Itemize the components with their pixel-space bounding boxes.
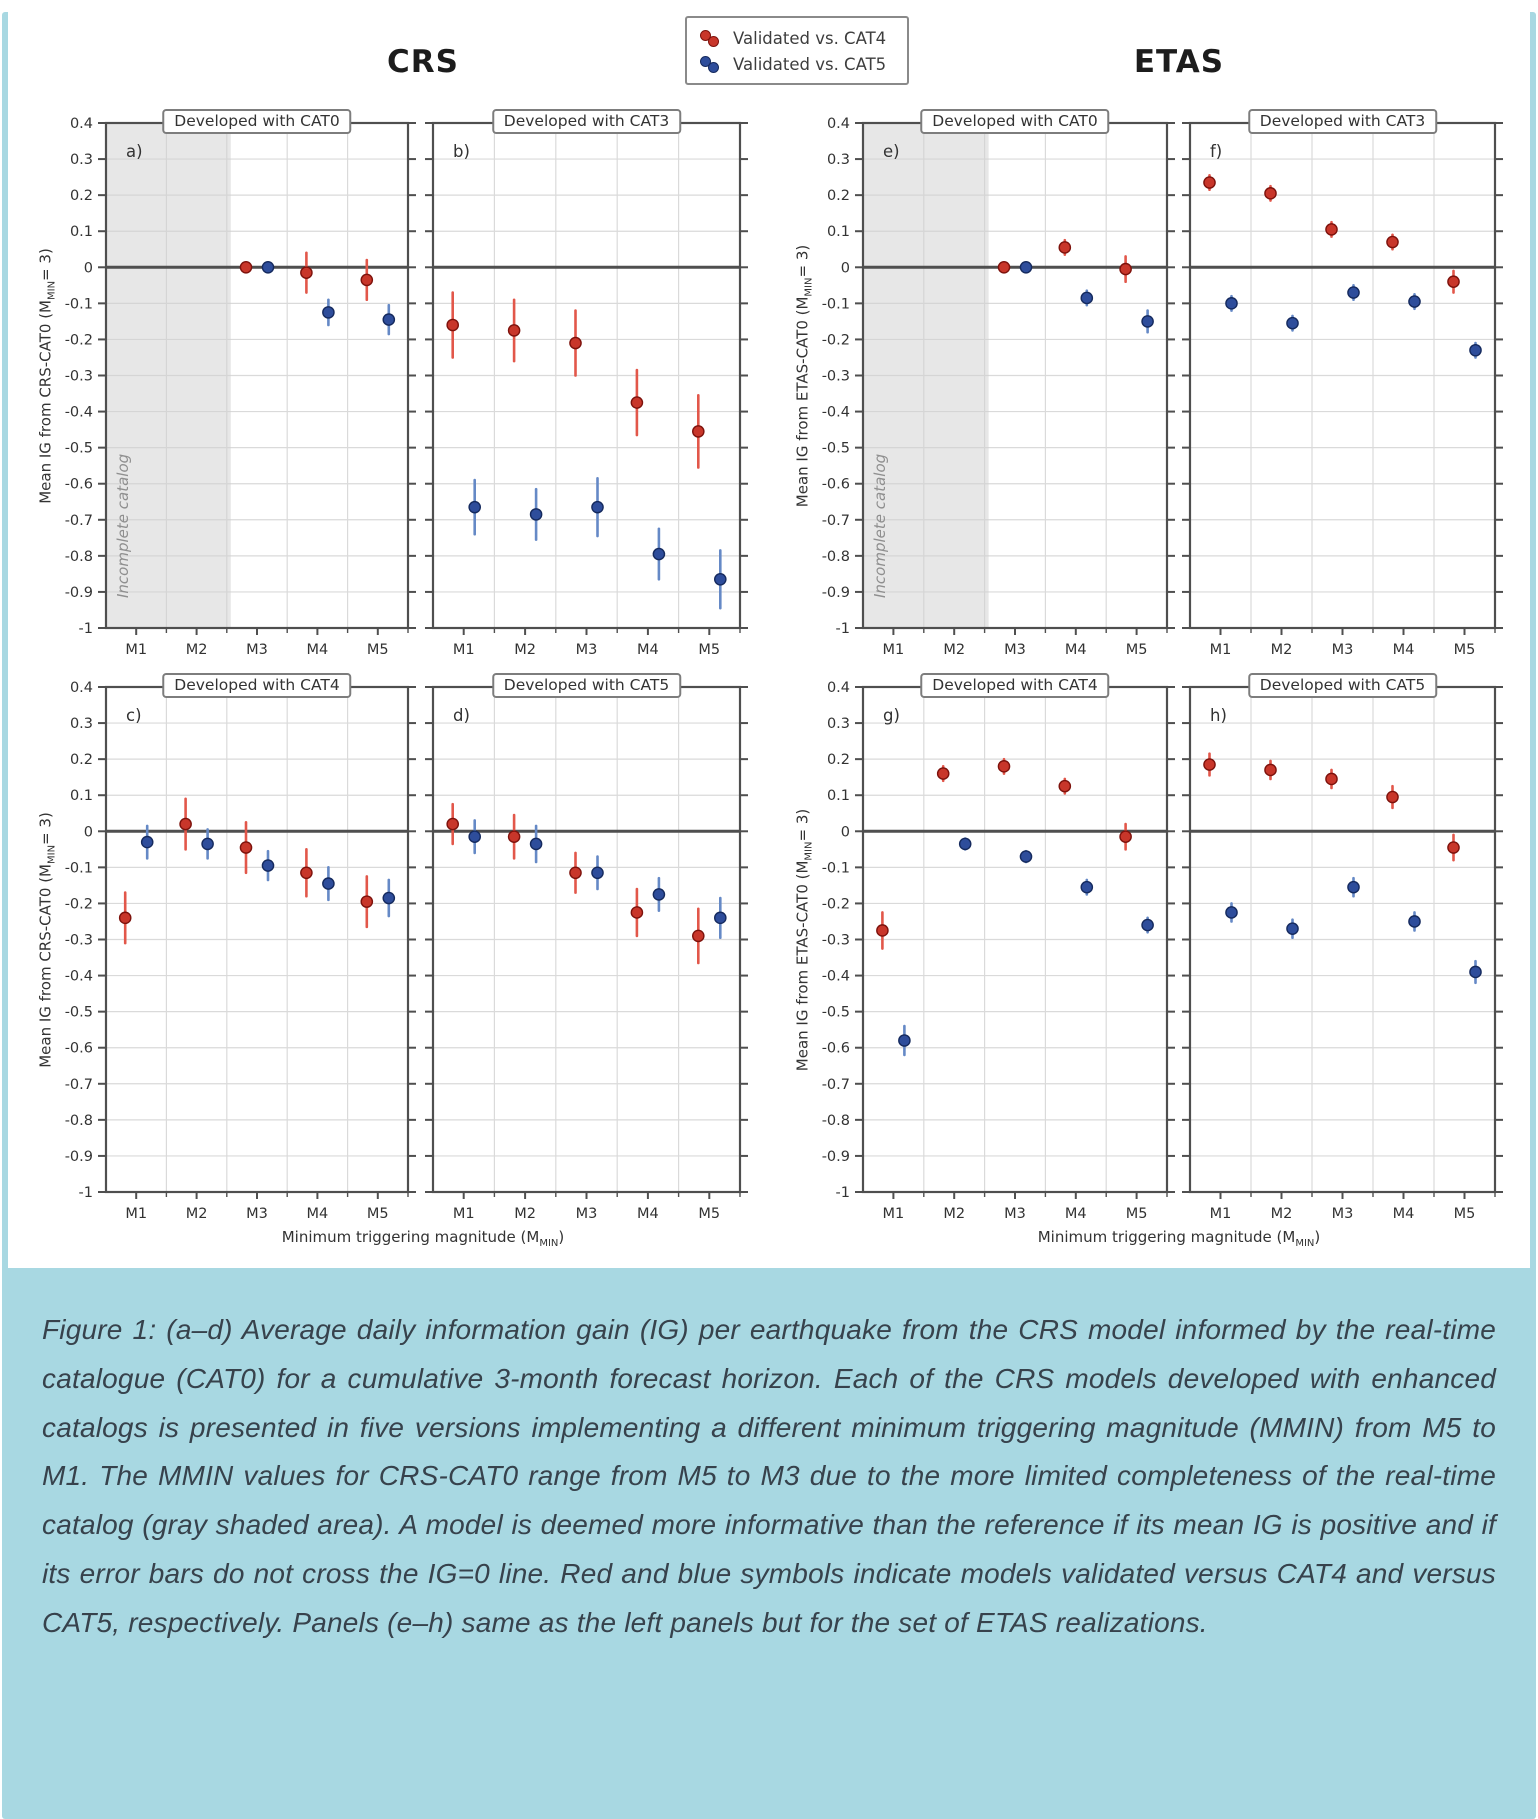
marker-cat4 <box>1265 764 1276 775</box>
y-tick-label: -0.3 <box>64 368 93 385</box>
x-tick-label: M3 <box>1331 1206 1354 1222</box>
column-header-crs: CRS <box>387 44 459 80</box>
y-tick-label: -1 <box>78 621 93 637</box>
marker-cat4 <box>1265 188 1276 199</box>
marker-cat4 <box>1120 263 1131 274</box>
y-tick-label: -0.4 <box>821 968 850 985</box>
panel-title-a: Developed with CAT0 <box>162 109 351 134</box>
x-tick-label: M3 <box>1004 1206 1026 1222</box>
y-tick-label: -0.6 <box>64 476 93 493</box>
y-tick-label: -0.8 <box>821 1112 850 1129</box>
y-tick-label: -0.3 <box>821 368 850 385</box>
marker-cat5 <box>531 509 542 520</box>
marker-cat4 <box>570 867 581 878</box>
marker-cat5 <box>592 867 603 878</box>
panel-letter: b) <box>453 142 470 161</box>
marker-cat5 <box>1409 296 1420 307</box>
marker-cat5 <box>1226 298 1237 309</box>
x-tick-label: M1 <box>1209 642 1232 658</box>
x-tick-label: M5 <box>1125 642 1148 658</box>
marker-cat4 <box>1059 242 1070 253</box>
panel-c <box>65 680 416 1222</box>
panel-title-d: Developed with CAT5 <box>492 673 681 698</box>
y-tick-label: -0.9 <box>821 584 850 601</box>
y-tick-label: 0 <box>840 824 850 841</box>
y-tick-label: -0.5 <box>821 440 850 457</box>
y-tick-label: -0.1 <box>64 296 93 313</box>
panel-letter: a) <box>126 142 143 161</box>
panel-title-h: Developed with CAT5 <box>1248 673 1437 698</box>
y-axis-title-crs-bottom: Mean IG from CRS-CAT0 $(M_{MIN}= 3)$ <box>36 812 58 1068</box>
marker-cat4 <box>1059 781 1070 792</box>
marker-cat4 <box>1387 236 1398 247</box>
y-tick-label: -0.2 <box>64 332 93 349</box>
panel-title-c: Developed with CAT4 <box>162 673 351 698</box>
panel-letter: e) <box>883 142 900 161</box>
panel-title-b: Developed with CAT3 <box>492 109 681 134</box>
x-tick-label: M1 <box>452 1206 475 1222</box>
y-tick-label: 0.2 <box>826 188 850 205</box>
marker-cat5 <box>653 548 664 559</box>
y-tick-label: -0.7 <box>64 1076 93 1093</box>
y-tick-label: 0.4 <box>69 116 93 132</box>
y-tick-label: -0.4 <box>821 404 850 421</box>
panel-f <box>1182 123 1503 658</box>
marker-cat5 <box>469 831 480 842</box>
x-tick-label: M1 <box>452 642 475 658</box>
y-tick-label: 0.3 <box>69 152 93 169</box>
y-tick-label: -0.8 <box>64 1112 93 1129</box>
marker-cat5 <box>142 837 153 848</box>
x-tick-label: M3 <box>1004 642 1026 658</box>
marker-cat4 <box>180 818 191 829</box>
panel-letter: c) <box>126 706 142 725</box>
marker-cat5 <box>1081 292 1092 303</box>
x-tick-label: M1 <box>125 1206 148 1222</box>
y-tick-label: -0.8 <box>821 548 850 565</box>
marker-cat5 <box>592 502 603 513</box>
marker-cat5 <box>1287 318 1298 329</box>
marker-cat5 <box>1142 316 1153 327</box>
y-tick-label: 0.4 <box>826 680 850 696</box>
x-axis-title-crs: Minimum triggering magnitude $(M_{MIN})$ <box>281 1228 565 1249</box>
marker-cat4 <box>1204 759 1215 770</box>
x-tick-label: M4 <box>1064 1206 1087 1222</box>
marker-cat4 <box>361 896 372 907</box>
marker-cat5 <box>1470 966 1481 977</box>
y-tick-label: 0.2 <box>69 752 93 769</box>
marker-cat5 <box>1142 919 1153 930</box>
marker-cat5 <box>383 314 394 325</box>
x-tick-label: M1 <box>882 1206 905 1222</box>
x-tick-label: M4 <box>637 1206 659 1222</box>
x-tick-label: M3 <box>246 1206 268 1222</box>
marker-cat5 <box>323 307 334 318</box>
y-tick-label: -1 <box>78 1185 93 1201</box>
marker-cat4 <box>1448 276 1459 287</box>
y-tick-label: -0.9 <box>821 1148 850 1165</box>
panel-title-e: Developed with CAT0 <box>920 109 1109 134</box>
y-tick-label: 0 <box>83 824 93 841</box>
marker-cat5 <box>1081 882 1092 893</box>
y-tick-label: 0.1 <box>69 788 93 805</box>
panel-b <box>425 123 748 658</box>
panel-letter: f) <box>1210 142 1223 161</box>
y-tick-label: -0.8 <box>64 548 93 565</box>
marker-cat4 <box>447 818 458 829</box>
marker-cat5 <box>262 262 273 273</box>
panel-title-g: Developed with CAT4 <box>920 673 1109 698</box>
y-tick-label: -0.9 <box>64 1148 93 1165</box>
y-tick-label: -0.5 <box>64 1004 93 1021</box>
y-tick-label: -0.5 <box>64 440 93 457</box>
x-tick-label: M1 <box>882 642 905 658</box>
legend-box <box>685 16 909 85</box>
marker-cat5 <box>653 889 664 900</box>
marker-cat4 <box>447 319 458 330</box>
y-tick-label: -0.5 <box>821 1004 850 1021</box>
y-tick-label: 0.2 <box>69 188 93 205</box>
x-tick-label: M5 <box>366 642 389 658</box>
marker-cat4 <box>240 262 251 273</box>
marker-cat4 <box>1120 831 1131 842</box>
legend-item-cat5 <box>697 51 897 77</box>
panel-g <box>822 680 1175 1222</box>
y-axis-title-etas-top: Mean IG from ETAS-CAT0 $(M_{MIN}= 3)$ <box>793 244 815 508</box>
marker-cat4 <box>693 426 704 437</box>
panel-title-f: Developed with CAT3 <box>1248 109 1437 134</box>
x-tick-label: M4 <box>1392 1206 1415 1222</box>
y-tick-label: -0.6 <box>64 1040 93 1057</box>
legend-label-cat4: Validated vs. CAT4 <box>733 28 887 48</box>
marker-cat5 <box>1348 287 1359 298</box>
y-tick-label: -0.1 <box>821 860 850 877</box>
marker-cat4 <box>1448 842 1459 853</box>
column-header-etas: ETAS <box>1133 44 1225 80</box>
x-tick-label: M5 <box>1125 1206 1148 1222</box>
marker-cat4 <box>938 768 949 779</box>
marker-cat5 <box>715 574 726 585</box>
marker-cat5 <box>1287 923 1298 934</box>
panel-d <box>425 687 748 1222</box>
marker-cat4 <box>1204 177 1215 188</box>
y-tick-label: -1 <box>835 621 850 637</box>
y-tick-label: 0.1 <box>826 788 850 805</box>
marker-cat5 <box>262 860 273 871</box>
x-tick-label: M5 <box>698 1206 721 1222</box>
y-tick-label: 0.3 <box>826 152 850 169</box>
y-tick-label: -1 <box>835 1185 850 1201</box>
marker-cat5 <box>899 1035 910 1046</box>
legend-item-cat4 <box>697 25 897 51</box>
marker-cat4 <box>240 842 251 853</box>
marker-cat5 <box>1020 262 1031 273</box>
y-tick-label: -0.9 <box>64 584 93 601</box>
marker-cat5 <box>202 838 213 849</box>
marker-cat5 <box>469 502 480 513</box>
x-tick-label: M5 <box>1453 1206 1476 1222</box>
x-tick-label: M3 <box>575 1206 598 1222</box>
marker-cat4 <box>1326 224 1337 235</box>
y-tick-label: 0 <box>840 260 850 277</box>
x-tick-label: M5 <box>1453 642 1476 658</box>
x-tick-label: M2 <box>943 642 966 658</box>
y-tick-label: -0.2 <box>821 896 850 913</box>
cat5-marker-icon <box>697 54 727 74</box>
marker-cat4 <box>301 867 312 878</box>
cat4-marker-icon <box>697 28 727 48</box>
y-tick-label: 0.1 <box>826 224 850 241</box>
marker-cat4 <box>120 912 131 923</box>
y-tick-label: -0.2 <box>821 332 850 349</box>
x-tick-label: M1 <box>1209 1206 1232 1222</box>
x-tick-label: M4 <box>1392 642 1415 658</box>
marker-cat5 <box>1409 916 1420 927</box>
marker-cat4 <box>361 274 372 285</box>
y-tick-label: -0.4 <box>64 404 93 421</box>
x-tick-label: M5 <box>366 1206 389 1222</box>
x-tick-label: M1 <box>125 642 148 658</box>
y-tick-label: -0.6 <box>821 1040 850 1057</box>
marker-cat4 <box>693 930 704 941</box>
x-tick-label: M3 <box>1331 642 1354 658</box>
y-tick-label: 0.4 <box>69 680 93 696</box>
x-tick-label: M3 <box>575 642 598 658</box>
marker-cat4 <box>1326 773 1337 784</box>
x-tick-label: M2 <box>514 1206 536 1222</box>
marker-cat5 <box>1226 907 1237 918</box>
y-tick-label: -0.7 <box>821 1076 850 1093</box>
incomplete-catalog-note: Incomplete catalog <box>871 453 889 598</box>
y-tick-label: -0.1 <box>821 296 850 313</box>
marker-cat5 <box>960 838 971 849</box>
y-tick-label: -0.3 <box>821 932 850 949</box>
y-tick-label: 0.4 <box>826 116 850 132</box>
y-tick-label: -0.7 <box>821 512 850 529</box>
marker-cat4 <box>508 325 519 336</box>
panel-a <box>65 116 416 658</box>
marker-cat5 <box>323 878 334 889</box>
y-tick-label: 0.2 <box>826 752 850 769</box>
y-tick-label: -0.4 <box>64 968 93 985</box>
x-tick-label: M4 <box>637 642 659 658</box>
y-tick-label: 0.1 <box>69 224 93 241</box>
panel-h <box>1182 687 1503 1222</box>
marker-cat4 <box>301 267 312 278</box>
marker-cat4 <box>1387 791 1398 802</box>
marker-cat5 <box>1470 345 1481 356</box>
y-tick-label: 0.3 <box>69 716 93 733</box>
panel-letter: h) <box>1210 706 1227 725</box>
x-tick-label: M5 <box>698 642 721 658</box>
marker-cat5 <box>531 838 542 849</box>
marker-cat4 <box>998 761 1009 772</box>
y-axis-title-crs-top: Mean IG from CRS-CAT0 $(M_{MIN}= 3)$ <box>36 248 58 504</box>
x-axis-title-etas: Minimum triggering magnitude $(M_{MIN})$ <box>1037 1228 1321 1249</box>
y-tick-label: 0 <box>83 260 93 277</box>
figure-caption: Figure 1: (a–d) Average daily information gain (IG) per earthquake from the CRS model informed by the real-time catalogue (CAT0) for a cumulative 3-month forecast horizon. Each of the CRS models developed with enhanced catalogs is presented in five versions implementing a different minimum triggering magnitude (MMIN) from M5 to M1. The MMIN values for CRS-CAT0 range from M5 to M3 due to the more limited completeness of the real-time catalog (gray shaded area). A model is deemed more informative than the reference if its mean IG is positive and if its error bars do not cross the IG=0 line. Red and blue symbols indicate models validated versus CAT4 and versus CAT5, respectively. Panels (e–h) same as the left panels but for the set of ETAS realizations. <box>42 1314 1496 1638</box>
panel-letter: g) <box>883 706 900 725</box>
marker-cat5 <box>715 912 726 923</box>
x-tick-label: M2 <box>185 642 208 658</box>
marker-cat4 <box>570 337 581 348</box>
marker-cat5 <box>1348 882 1359 893</box>
y-axis-title-etas-bottom: Mean IG from ETAS-CAT0 $(M_{MIN}= 3)$ <box>793 808 815 1072</box>
x-tick-label: M2 <box>1270 1206 1293 1222</box>
y-tick-label: -0.7 <box>64 512 93 529</box>
y-tick-label: -0.1 <box>64 860 93 877</box>
y-tick-label: -0.3 <box>64 932 93 949</box>
legend-label-cat5: Validated vs. CAT5 <box>733 54 887 74</box>
marker-cat4 <box>631 397 642 408</box>
x-tick-label: M4 <box>306 1206 329 1222</box>
marker-cat5 <box>1020 851 1031 862</box>
x-tick-label: M2 <box>185 1206 208 1222</box>
marker-cat4 <box>998 262 1009 273</box>
y-tick-label: -0.2 <box>64 896 93 913</box>
marker-cat4 <box>877 925 888 936</box>
y-tick-label: -0.6 <box>821 476 850 493</box>
marker-cat4 <box>631 907 642 918</box>
x-tick-label: M3 <box>246 642 268 658</box>
marker-cat5 <box>383 892 394 903</box>
incomplete-catalog-note: Incomplete catalog <box>114 453 132 598</box>
marker-cat4 <box>508 831 519 842</box>
y-tick-label: 0.3 <box>826 716 850 733</box>
x-tick-label: M2 <box>943 1206 966 1222</box>
x-tick-label: M4 <box>306 642 329 658</box>
x-tick-label: M4 <box>1064 642 1087 658</box>
panel-e <box>822 116 1175 658</box>
panel-letter: d) <box>453 706 470 725</box>
x-tick-label: M2 <box>514 642 536 658</box>
x-tick-label: M2 <box>1270 642 1293 658</box>
